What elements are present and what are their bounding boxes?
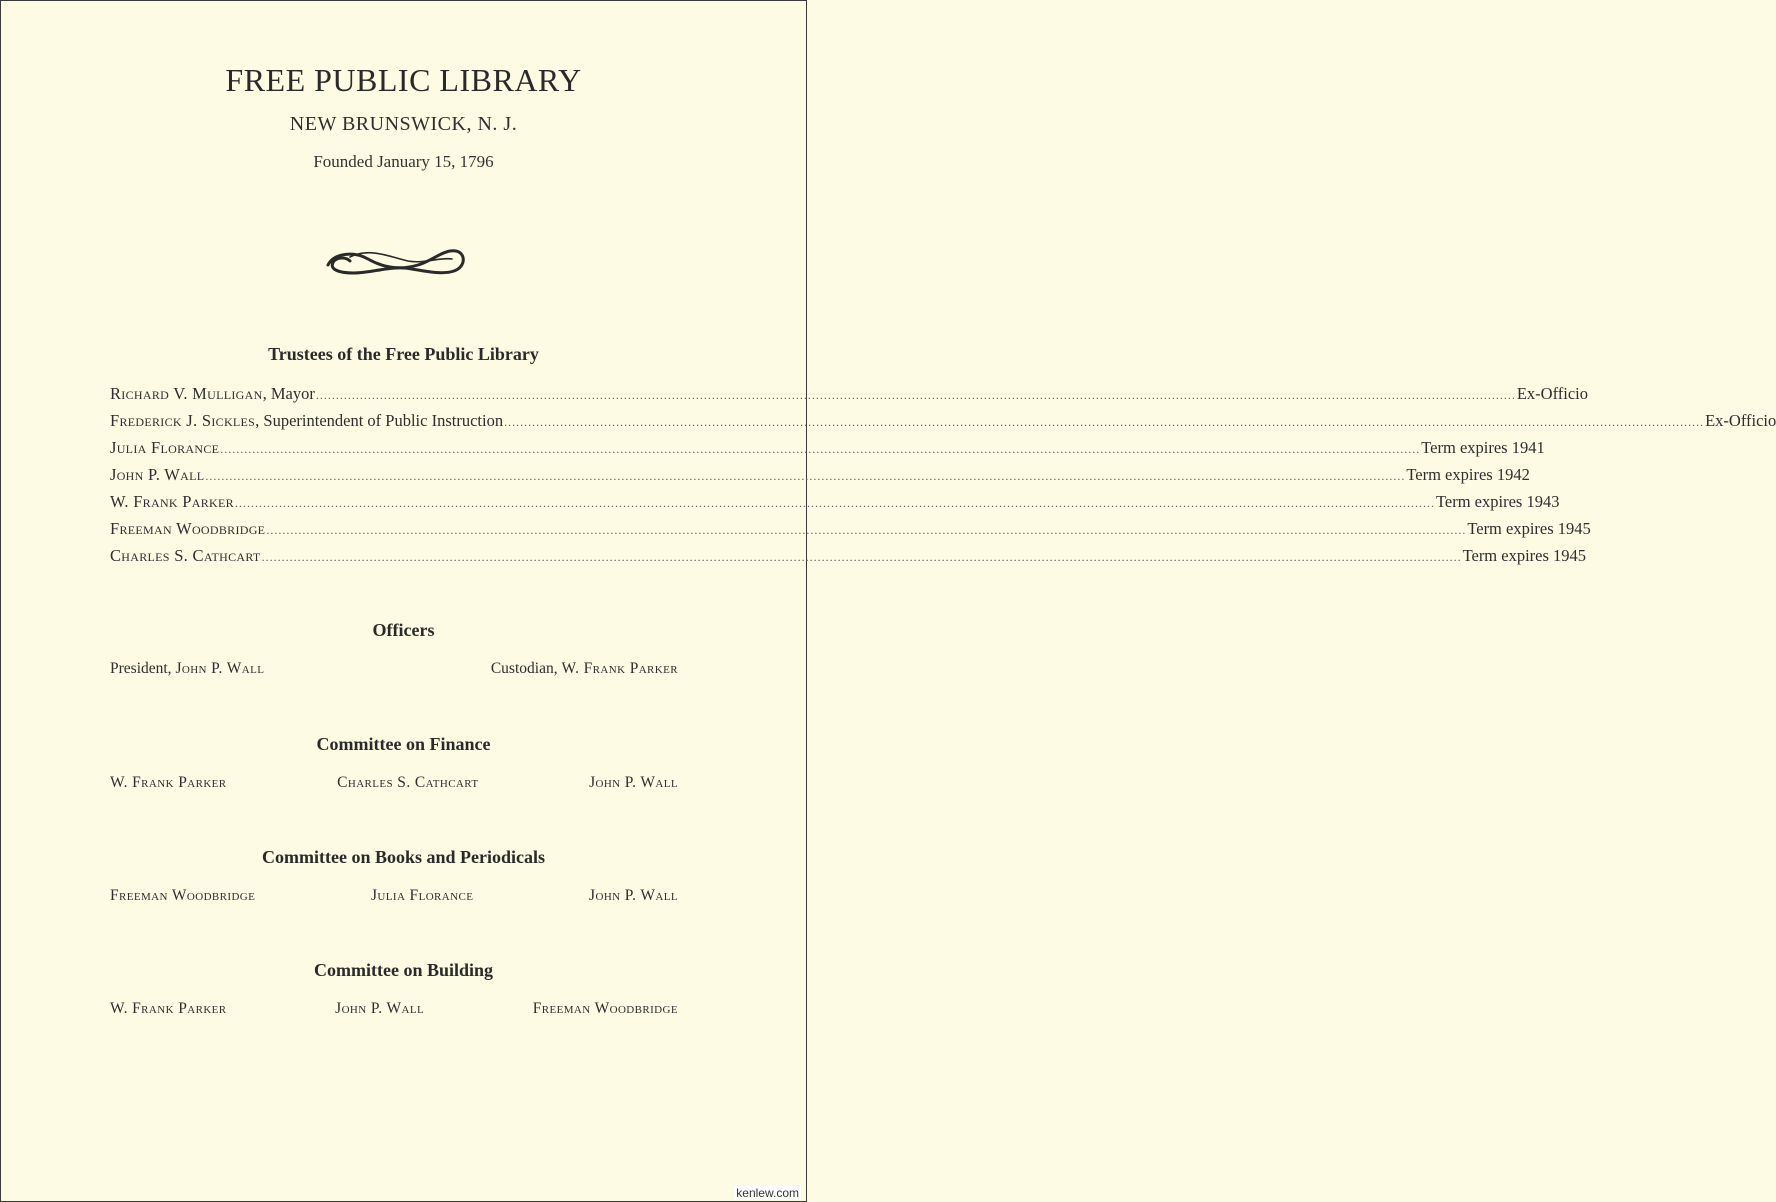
trustee-row xyxy=(110,519,1591,546)
member-name: Charles S. Cathcart xyxy=(337,774,479,791)
member-name: W. Frank Parker xyxy=(110,1000,227,1017)
member-name: Freeman Woodbridge xyxy=(532,1000,678,1017)
leader-dots: ............................................................................................................................................................................................................................................................................................................ xyxy=(261,550,1462,564)
officers-row xyxy=(110,660,678,678)
member-name: Julia Florance xyxy=(370,887,474,904)
trustee-name: Richard V. Mulligan, Mayor xyxy=(110,384,315,403)
books-members xyxy=(110,887,678,905)
trustee-term: Term expires 1945 xyxy=(1467,519,1591,538)
trustee-row xyxy=(110,411,1776,438)
trustee-term: Term expires 1945 xyxy=(1462,546,1587,565)
page-title: FREE PUBLIC LIBRARY xyxy=(225,62,582,98)
member-name: W. Frank Parker xyxy=(110,774,227,791)
trustee-term: Ex-Officio xyxy=(1516,384,1589,403)
custodian: Custodian, W. Frank Parker xyxy=(490,660,678,677)
officers-heading: Officers xyxy=(372,620,435,640)
trustee-row xyxy=(110,546,1587,573)
member-name: Freeman Woodbridge xyxy=(110,887,256,904)
member-name: John P. Wall xyxy=(335,1000,425,1017)
leader-dots: ............................................................................................................................................................................................................................................................................................................ xyxy=(315,388,1516,402)
trustee-name: W. Frank Parker xyxy=(110,492,234,511)
leader-dots: ............................................................................................................................................................................................................................................................................................................ xyxy=(504,415,1705,429)
books-heading: Committee on Books and Periodicals xyxy=(262,847,545,867)
trustees-heading: Trustees of the Free Public Library xyxy=(268,344,539,364)
member-name: John P. Wall xyxy=(589,774,678,791)
building-members xyxy=(110,1000,678,1018)
trustee-name: Frederick J. Sickles, Superintendent of Public Instruction xyxy=(110,411,504,430)
trustee-term: Term expires 1942 xyxy=(1406,465,1530,484)
trustee-row xyxy=(110,465,1530,492)
leader-dots: ............................................................................................................................................................................................................................................................................................................ xyxy=(220,442,1421,456)
trustee-term: Ex-Officio xyxy=(1705,411,1776,430)
president: President, John P. Wall xyxy=(110,660,265,677)
trustee-row xyxy=(110,438,1545,465)
trustee-term: Term expires 1941 xyxy=(1421,438,1545,457)
trustee-name: Freeman Woodbridge xyxy=(110,519,266,538)
trustee-name: Charles S. Cathcart xyxy=(110,546,261,565)
trustee-name: John P. Wall xyxy=(110,465,205,484)
leader-dots: ............................................................................................................................................................................................................................................................................................................ xyxy=(234,496,1435,510)
watermark: kenlew.com xyxy=(736,1186,799,1200)
trustee-name: Julia Florance xyxy=(110,438,220,457)
page-border xyxy=(0,0,807,1202)
finance-members xyxy=(110,774,678,792)
page-subtitle: NEW BRUNSWICK, N. J. xyxy=(289,113,518,135)
trustee-term: Term expires 1943 xyxy=(1435,492,1560,511)
leader-dots: ............................................................................................................................................................................................................................................................................................................ xyxy=(266,523,1467,537)
building-heading: Committee on Building xyxy=(313,960,493,980)
finance-heading: Committee on Finance xyxy=(316,734,491,754)
leader-dots: ............................................................................................................................................................................................................................................................................................................ xyxy=(205,469,1406,483)
founded-date: Founded January 15, 1796 xyxy=(313,152,494,171)
flourish-ornament-icon xyxy=(320,235,468,285)
trustees-list xyxy=(110,384,1776,573)
trustee-row xyxy=(110,384,1589,411)
member-name: John P. Wall xyxy=(589,887,678,904)
trustee-row xyxy=(110,492,1560,519)
